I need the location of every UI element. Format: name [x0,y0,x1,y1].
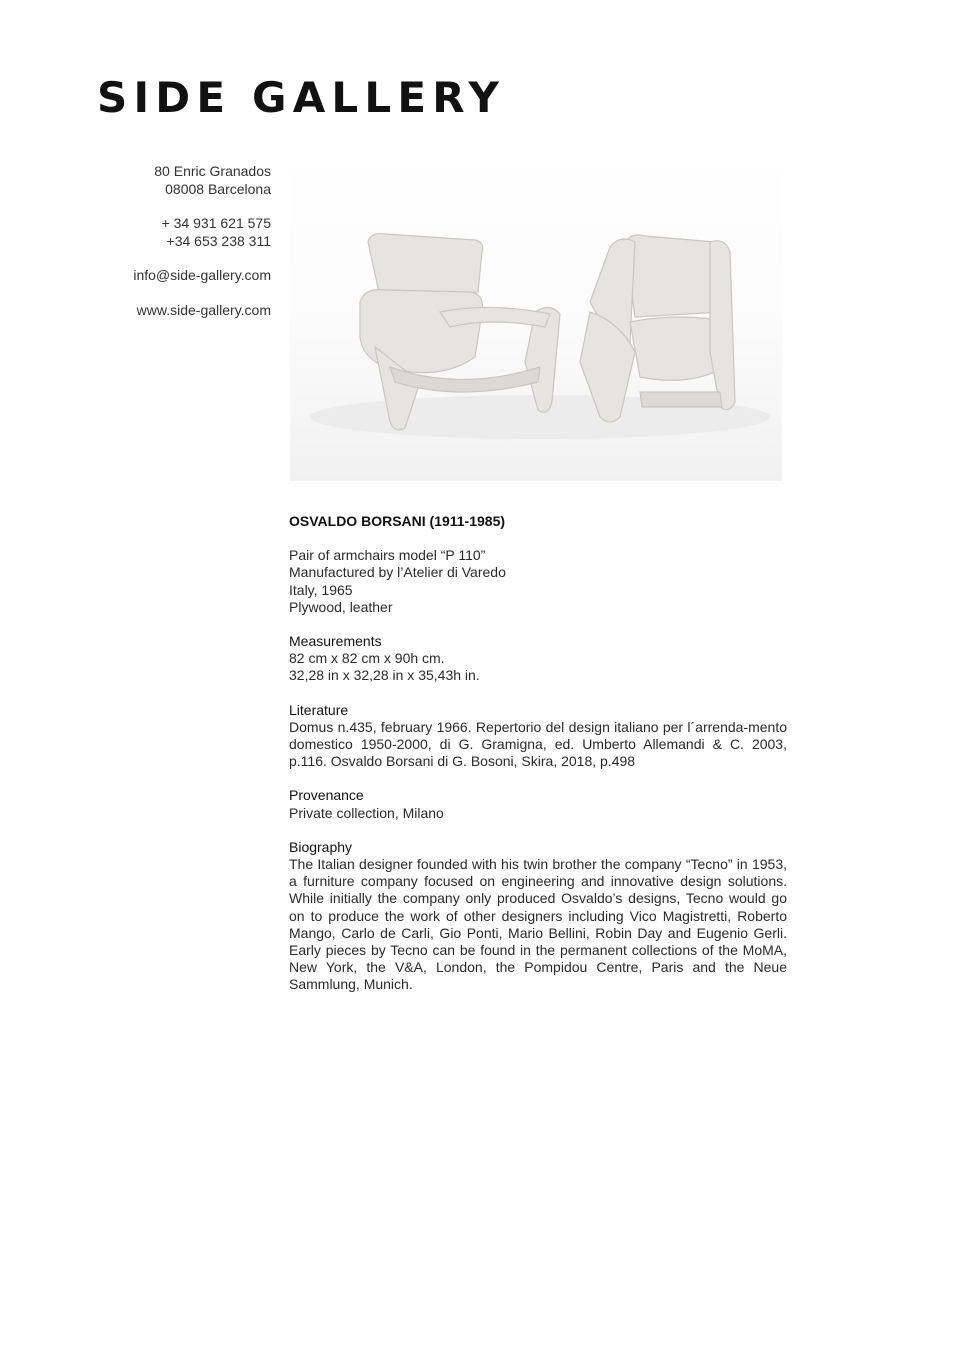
literature-text: Domus n.435, february 1966. Repertorio del design italiano per l´arrenda-mento domestico 1950-2000, di G. Gramigna, ed. Umberto Allemandi & C. 2003, p.116. Osvaldo Borsani di G. Bosoni, Skira, 2018, p.498 [289,718,787,770]
email-link[interactable]: info@side-gallery.com [133,267,271,283]
literature-section [289,702,787,771]
item-title: OSVALDO BORSANI (1911-1985) [289,513,506,529]
biography-section [289,839,787,994]
measurements-imperial: 32,28 in x 32,28 in x 35,43h in. [289,667,480,684]
phone-1: + 34 931 621 575 [161,215,271,231]
literature-heading: Literature [289,701,349,718]
contact-block [133,163,271,319]
phone-2: +34 653 238 311 [166,232,271,249]
measurements-heading: Measurements [289,633,382,650]
item-details [289,513,787,1011]
biography-heading: Biography [289,838,353,855]
provenance-section [289,787,787,821]
address-line-1: 80 Enric Granados [154,163,271,179]
website-link[interactable]: www.side-gallery.com [136,301,271,318]
description-line: Manufactured by l’Atelier di Varedo [289,564,506,581]
gallery-logo: SIDE GALLERY [97,73,506,122]
measurements-metric: 82 cm x 82 cm x 90h cm. [289,650,445,667]
measurements-section [289,633,787,685]
description-line: Italy, 1965 [289,581,353,598]
address-line-2: 08008 Barcelona [165,180,271,197]
provenance-text: Private collection, Milano [289,804,444,821]
armchairs-illustration [290,152,782,481]
provenance-heading: Provenance [289,787,364,804]
description-line: Plywood, leather [289,598,393,615]
item-description [289,547,787,616]
product-photo [290,152,782,481]
biography-text: The Italian designer founded with his twin brother the company “Tecno” in 1953, a furniture company focused on engineering and innovative design solutions. While initially the company only produced Osvaldo’s designs, Tecno would go on to produce the work of other designers including Vico Magistretti, Roberto Mango, Carlo de Carli, Gio Ponti, Mario Bellini, Robin Day and Eugenio Gerli. Early pieces by Tecno can be found in the permanent collections of the MoMA, New York, the V&A, London, the Pompidou Centre, Paris and the Neue Sammlung, Munich. [289,856,787,993]
description-line: Pair of armchairs model “P 110” [289,547,486,564]
